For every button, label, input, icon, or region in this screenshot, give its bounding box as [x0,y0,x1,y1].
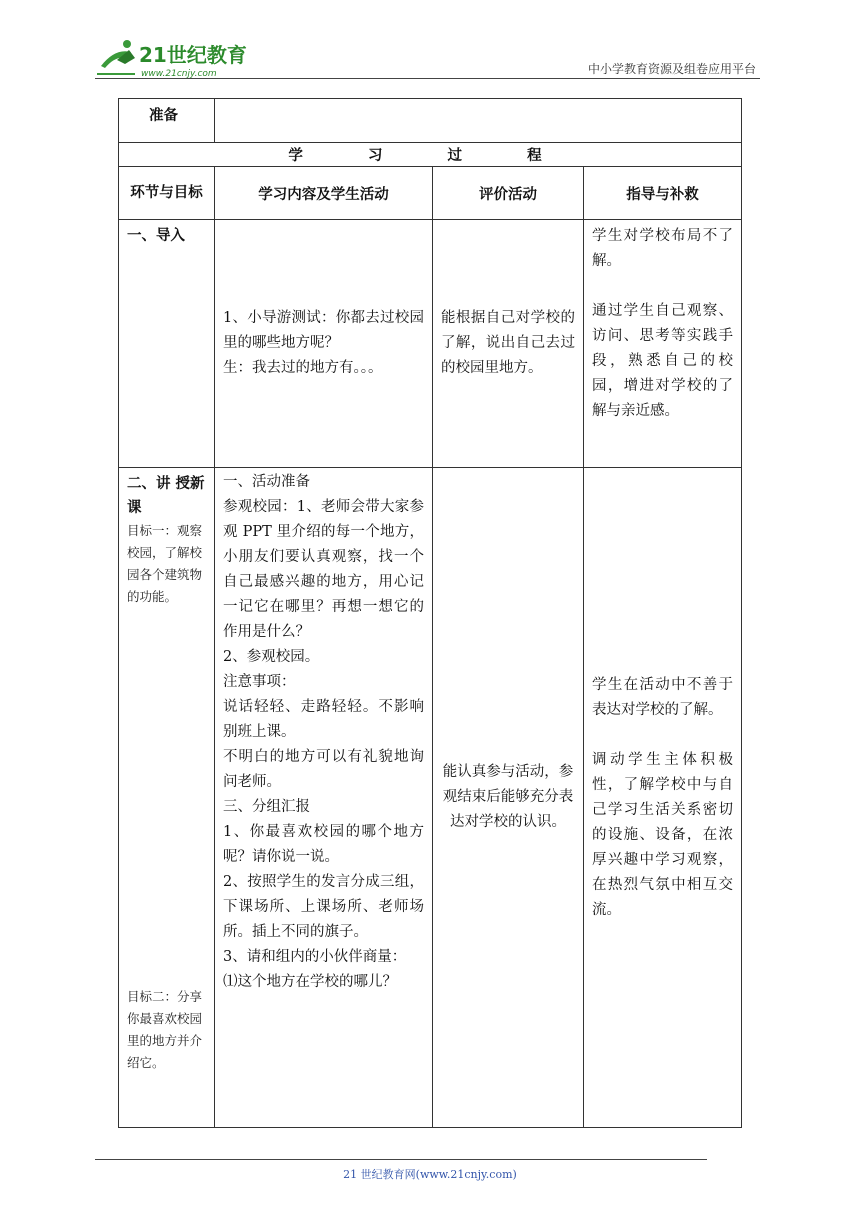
col-header-evaluation: 评价活动 [433,167,584,220]
prep-value [215,99,742,143]
col-header-content: 学习内容及学生活动 [215,167,433,220]
svg-text:21世纪教育: 21世纪教育 [139,43,247,67]
content-intro: 1、小导游测试：你都去过校园里的哪些地方呢？ 生：我去过的地方有。。。 [223,310,424,376]
goal-two: 目标二：分享你最喜欢校园里的地方并介绍它。 [127,989,203,1070]
table-row [119,468,742,1128]
prep-label: 准备 [149,107,178,124]
col-header-guidance: 指导与补救 [584,167,742,220]
stage-new-lesson: 二、讲 授新课 [127,475,205,516]
process-title: 学 习 过 程 [119,143,742,167]
platform-name: 中小学教育资源及组卷应用平台 [587,62,756,76]
goal-one: 目标一：观察校园，了解校园各个建筑物的功能。 [127,523,203,604]
footer-divider [95,1159,707,1160]
evaluation-intro: 能根据自己对学校的了解，说出自己去过的校园里地方。 [441,310,575,376]
prep-row [119,99,742,143]
guidance-intro: 学生对学校布局不了解。 通过学生自己观察、访问、思考等实践手段，熟悉自己的校园，增进对学校的了解与亲近感。 [592,228,734,419]
lesson-plan-table [118,98,742,1128]
column-header-row [119,167,742,220]
logo-icon [95,36,265,80]
content-new-lesson: 一、活动准备 参观校园：1、老师会带大家参观 PPT 里介绍的每一个地方，小朋友们要认真观察，找一个自己最感兴趣的地方，用心记一记它在哪里？再想一想它的作用是什么？ 2、参观校园。 注意事项： 说话轻轻、走路轻轻。不影响别班上课。 不明白的地方可以有礼貌地询问老师。 三、分组汇报 1、你最喜欢校园的哪个地方呢？请你说一说。 2、按照学生的发言分成三组，下课场所、上课场所、老师场所。插上不同的旗子。 3、请和组内的小伙伴商量： ⑴这个地方在学校的哪儿？ [223,474,424,990]
header-divider [95,78,760,79]
page-header [95,30,760,80]
evaluation-new-lesson: 能认真参与活动，参观结束后能够充分表达对学校的认识。 [442,764,574,830]
col-header-stage: 环节与目标 [130,184,203,201]
guidance-new-lesson: 学生在活动中不善于表达对学校的了解。 调动学生主体积极性，了解学校中与自己学习生活关系密切的设施、设备，在浓厚兴趣中学习观察，在热烈气氛中相互交流。 [592,676,734,918]
footer-text: 21 世纪教育网(www.21cnjy.com) [343,1168,517,1181]
table-row [119,220,742,468]
stage-intro: 一、导入 [127,227,185,244]
process-title-row [119,143,742,167]
svg-text:www.21cnjy.com: www.21cnjy.com [141,69,217,79]
